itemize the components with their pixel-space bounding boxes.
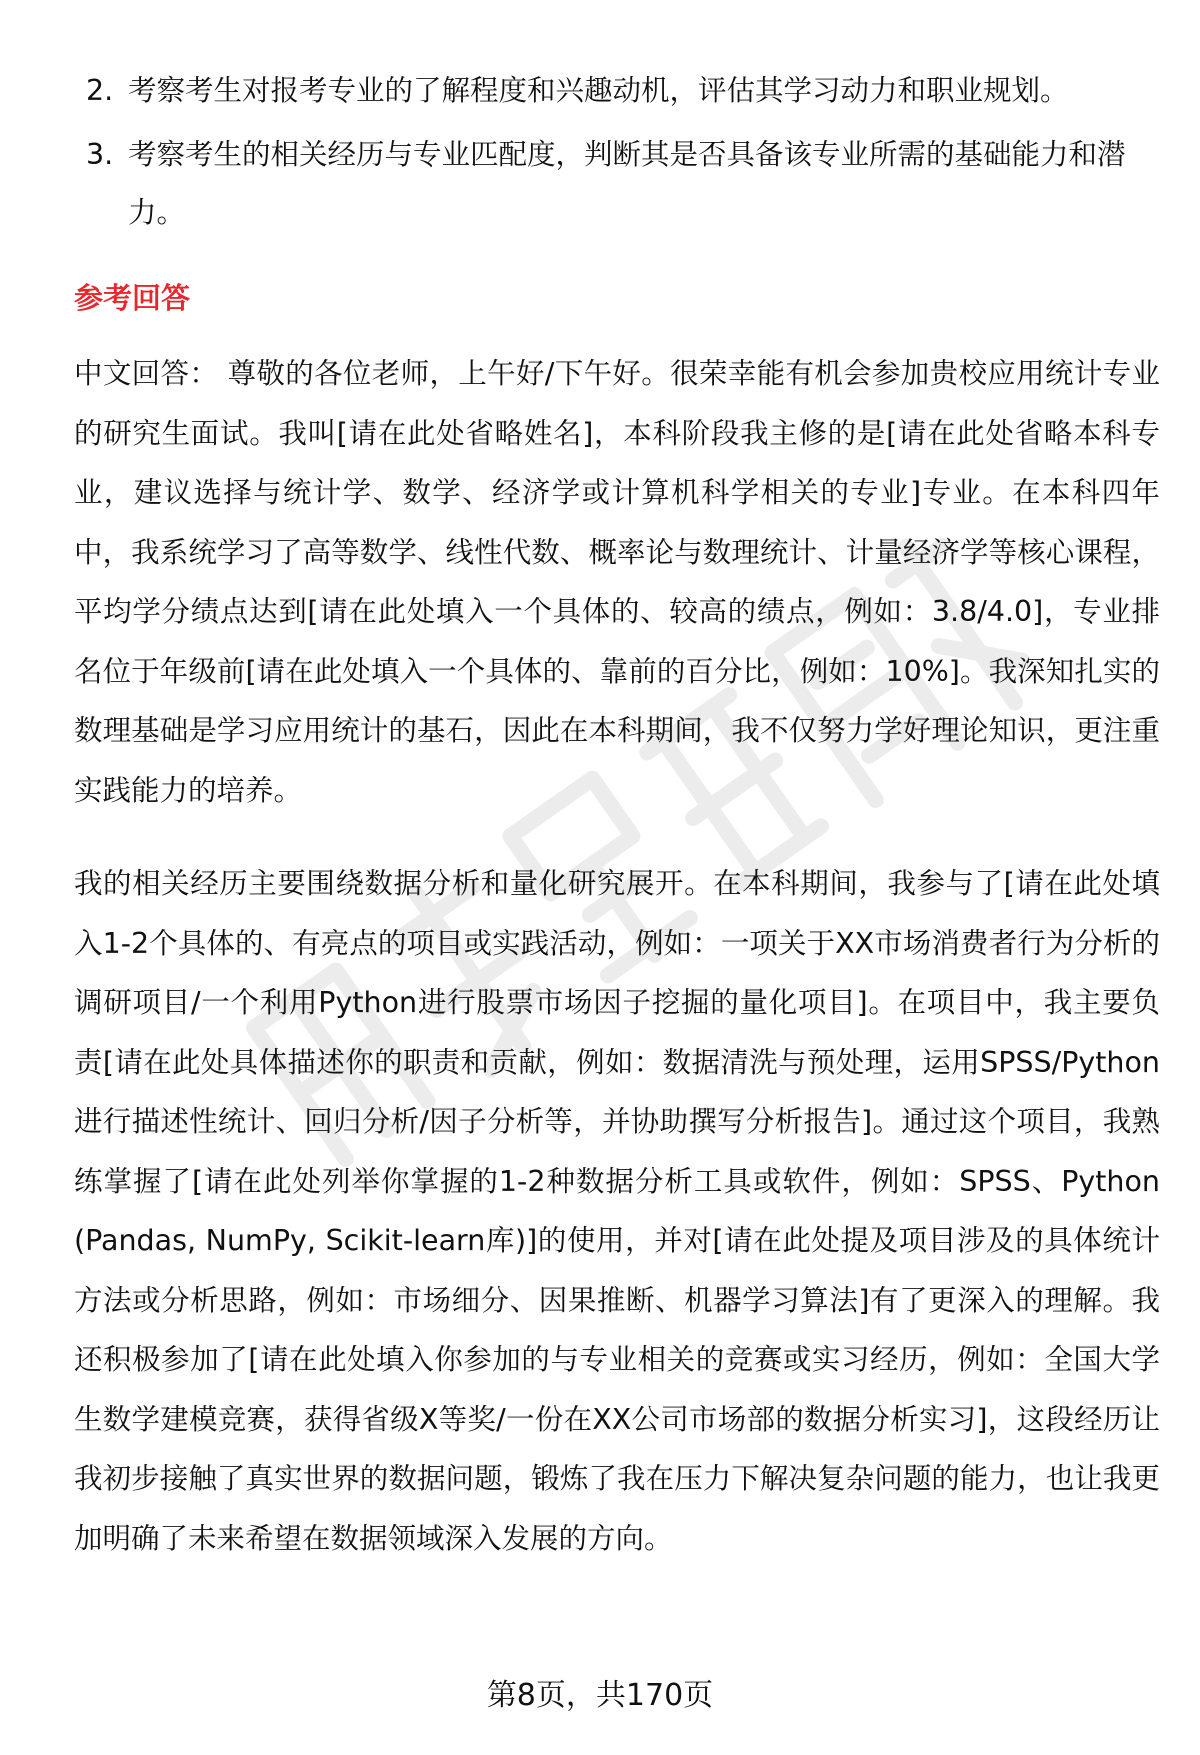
criteria-list (74, 62, 1160, 242)
section-heading: 参考回答 (74, 281, 191, 315)
list-item (74, 62, 1160, 120)
list-number: 3. (86, 138, 114, 171)
list-number: 2. (86, 74, 114, 107)
list-text: 考察考生的相关经历与专业匹配度，判断其是否具备该专业所需的基础能力和潜力。 (128, 138, 1126, 229)
answer-paragraph-1: 中文回答： 尊敬的各位老师，上午好/下午好。很荣幸能有机会参加贵校应用统计专业的研究生面试。我叫[请在此处省略姓名]，本科阶段我主修的是[请在此处省略本科专业，建议选择与统计学、数学、经济学或计算机科学相关的专业]专业。在本科四年中，我系统学习了高等数学、线性代数、概率论与数理统计、计量经济学等核心课程，平均学分绩点达到[请在此处填入一个具体的、较高的绩点，例如：3.8/4.0]，专业排名位于年级前[请在此处填入一个具体的、靠前的百分比，例如：10%]。我深知扎实的数理基础是学习应用统计的基石，因此在本科期间，我不仅努力学好理论知识，更注重实践能力的培养。 (74, 357, 1160, 807)
list-item (74, 126, 1160, 242)
page-footer: 第8页，共170页 (486, 1678, 714, 1713)
content-area (74, 62, 1160, 1568)
answer-paragraph-2: 我的相关经历主要围绕数据分析和量化研究展开。在本科期间，我参与了[请在此处填入1-2个具体的、有亮点的项目或实践活动，例如：一项关于XX市场消费者行为分析的调研项目/一个利用Python进行股票市场因子挖掘的量化项目]。在项目中，我主要负责[请在此处具体描述你的职责和贡献，例如：数据清洗与预处理，运用SPSS/Python进行描述性统计、回归分析/因子分析等，并协助撰写分析报告]。通过这个项目，我熟练掌握了[请在此处列举你掌握的1-2种数据分析工具或软件，例如：SPSS、Python (Pandas, NumPy, Scikit-learn库)]的使用，并对[请在此处提及项目涉及的具体统计方法或分析思路，例如：市场细分、因果推断、机器学习算法]有了更深入的理解。我还积极参加了[请在此处填入你参加的与专业相关的竞赛或实习经历，例如：全国大学生数学建模竞赛，获得省级X等奖/一份在XX公司市场部的数据分析实习]，这段经历让我初步接触了真实世界的数据问题，锻炼了我在压力下解决复杂问题的能力，也让我更加明确了未来希望在数据领域深入发展的方向。 (74, 867, 1160, 1555)
list-text: 考察考生对报考专业的了解程度和兴趣动机，评估其学习动力和职业规划。 (128, 74, 1069, 107)
